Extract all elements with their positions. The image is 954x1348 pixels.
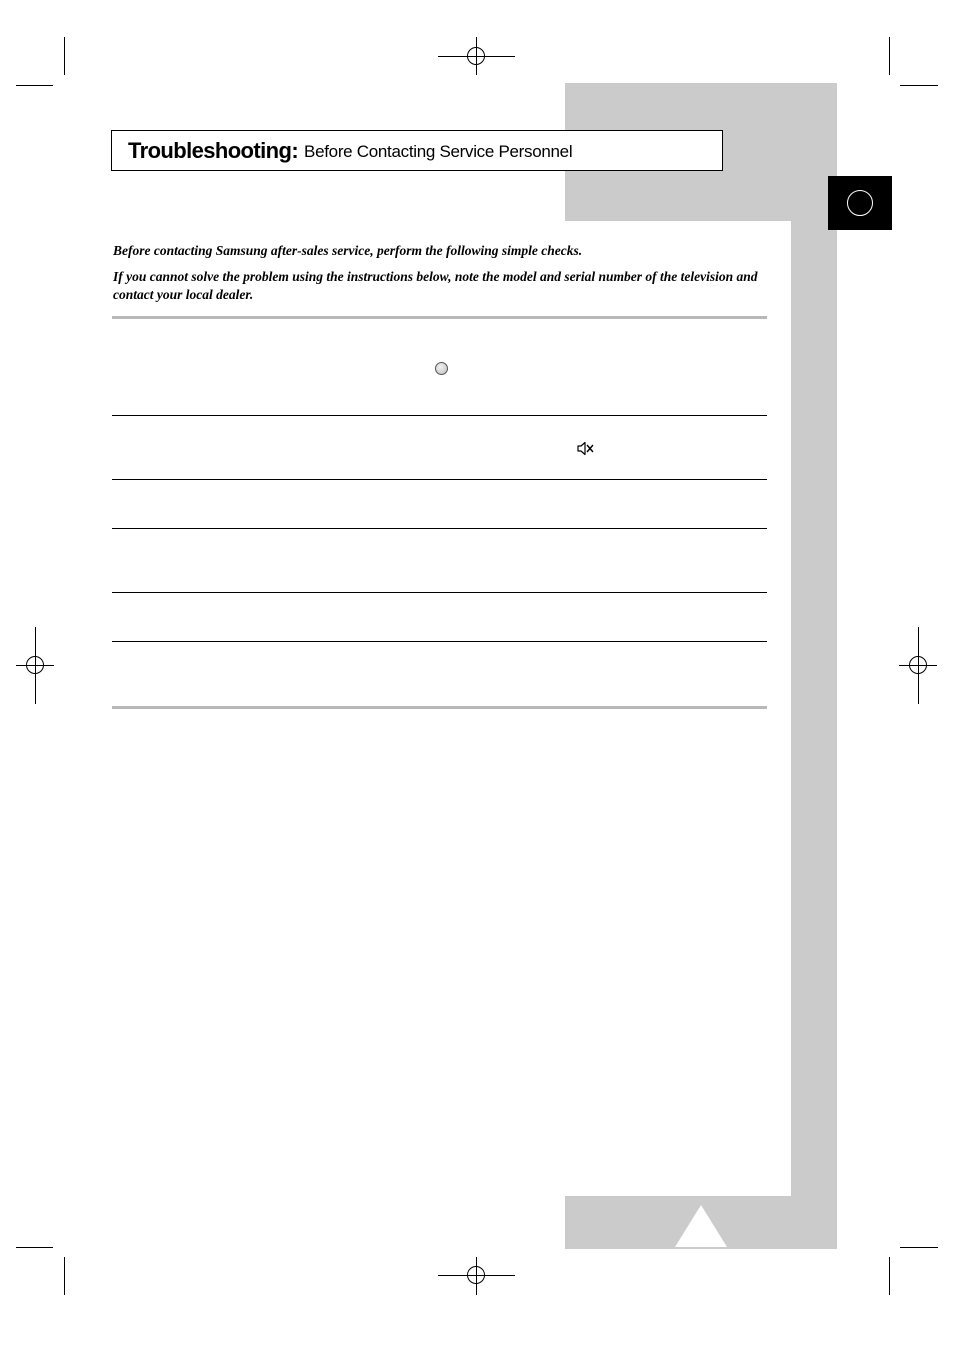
crop-mark (889, 37, 890, 75)
crop-mark (900, 1247, 938, 1248)
registration-circle (467, 1266, 485, 1284)
registration-circle (26, 656, 44, 674)
mute-icon (577, 441, 594, 456)
side-band-strip (791, 83, 837, 1249)
circle-icon (847, 190, 873, 216)
crop-mark (64, 37, 65, 75)
intro-line-2: If you cannot solve the problem using the instructions below, note the model and serial number of the television and contact your local dealer. (113, 269, 758, 302)
table-row-divider (112, 415, 767, 416)
crop-mark (64, 1257, 65, 1295)
table-row-divider (112, 592, 767, 593)
table-top-rule (112, 316, 767, 319)
page-title (111, 130, 723, 171)
crop-mark (16, 1247, 53, 1248)
power-button-icon (435, 362, 448, 375)
language-tab (828, 176, 892, 230)
table-row-divider (112, 479, 767, 480)
crop-mark (16, 85, 53, 86)
registration-circle (909, 656, 927, 674)
crop-mark (900, 85, 938, 86)
title-subtitle: Before Contacting Service Personnel (304, 141, 573, 161)
table-row-divider (112, 641, 767, 642)
triangle-icon (675, 1205, 727, 1247)
table-bottom-rule (112, 706, 767, 709)
intro-line-1: Before contacting Samsung after-sales service, perform the following simple checks. (113, 243, 583, 258)
crop-mark (889, 1257, 890, 1295)
registration-circle (467, 47, 485, 65)
table-row-divider (112, 528, 767, 529)
intro-section (113, 242, 763, 304)
title-main: Troubleshooting: (128, 137, 299, 163)
